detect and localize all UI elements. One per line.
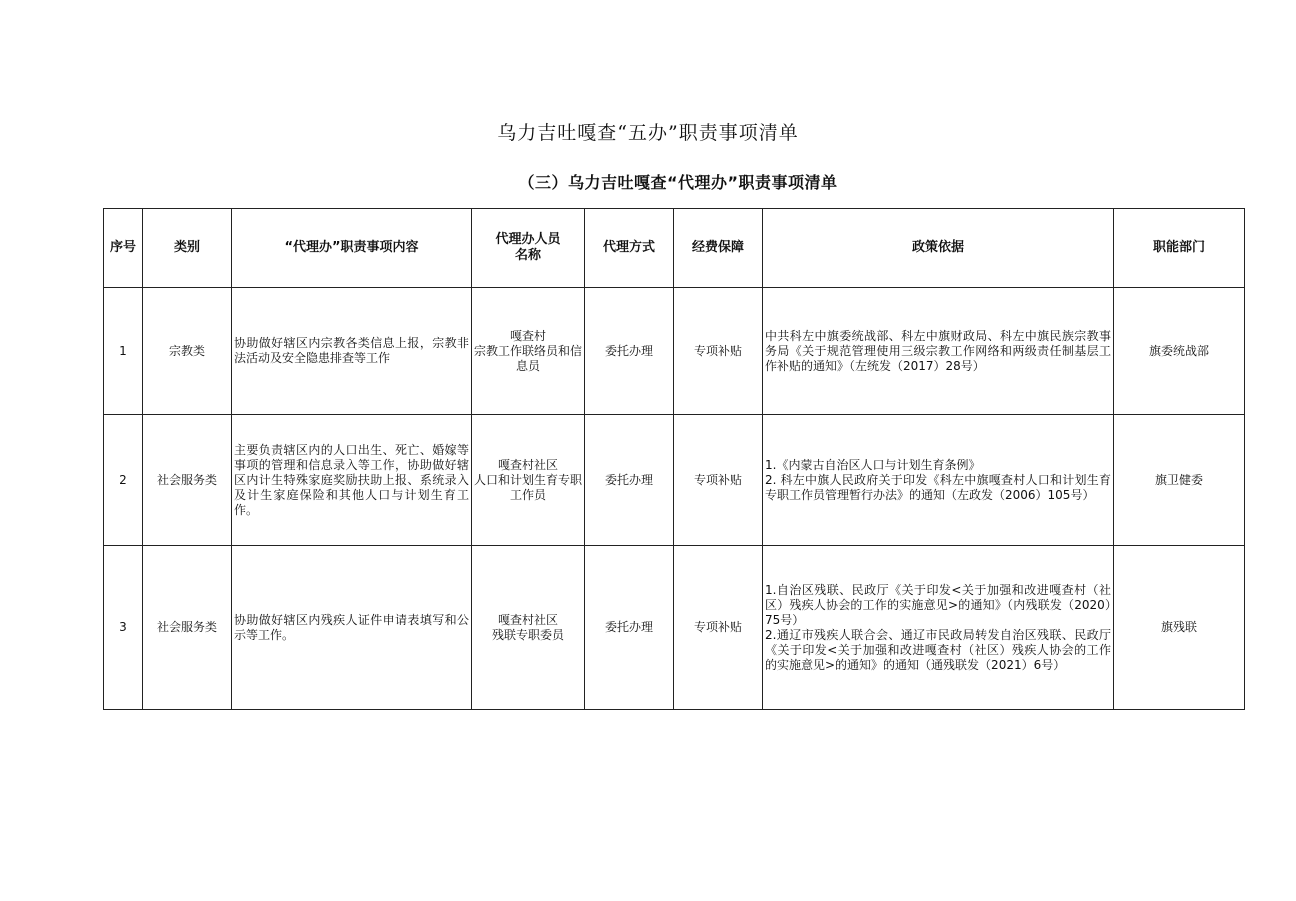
cell-policy: 中共科左中旗委统战部、科左中旗财政局、科左中旗民族宗教事务局《关于规范管理使用三级宗教工作网络和两级责任制基层工作补贴的通知》（左统发（2017）28号） <box>763 288 1114 415</box>
cell-content: 协助做好辖区内宗教各类信息上报，宗教非法活动及安全隐患排查等工作 <box>232 288 472 415</box>
cell-seq: 3 <box>104 546 143 710</box>
header-policy: 政策依据 <box>763 209 1114 288</box>
table-row <box>104 288 1245 415</box>
header-method: 代理方式 <box>585 209 674 288</box>
cell-funding: 专项补贴 <box>674 415 763 546</box>
cell-method: 委托办理 <box>585 415 674 546</box>
cell-funding: 专项补贴 <box>674 546 763 710</box>
cell-staff: 嘎查村社区 残联专职委员 <box>472 546 585 710</box>
cell-department: 旗卫健委 <box>1114 415 1245 546</box>
header-seq: 序号 <box>104 209 143 288</box>
header-content: “代理办”职责事项内容 <box>232 209 472 288</box>
cell-category: 宗教类 <box>143 288 232 415</box>
table-subtitle: （三）乌力吉吐嘎查“代理办”职责事项清单 <box>518 173 838 192</box>
cell-policy: 1.自治区残联、民政厅《关于印发<关于加强和改进嘎查村（社区）残疾人协会的工作的实施意见>的通知》（内残联发（2020）75号） 2.通辽市残疾人联合会、通辽市民政局转发自治区残联、民政厅《关于印发<关于加强和改进嘎查村（社区）残疾人协会的工作的实施意见>的通知》的通知（通残联发（2021）6号） <box>763 546 1114 710</box>
header-staff: 代理办人员 名称 <box>472 209 585 288</box>
cell-staff: 嘎查村社区 人口和计划生育专职工作员 <box>472 415 585 546</box>
cell-department: 旗残联 <box>1114 546 1245 710</box>
cell-method: 委托办理 <box>585 546 674 710</box>
table-row <box>104 415 1245 546</box>
cell-seq: 2 <box>104 415 143 546</box>
cell-content: 协助做好辖区内残疾人证件申请表填写和公示等工作。 <box>232 546 472 710</box>
page-title: 乌力吉吐嘎查“五办”职责事项清单 <box>497 122 799 144</box>
table-row <box>104 546 1245 710</box>
cell-staff: 嘎查村 宗教工作联络员和信息员 <box>472 288 585 415</box>
table-header-row <box>104 209 1245 288</box>
cell-seq: 1 <box>104 288 143 415</box>
header-category: 类别 <box>143 209 232 288</box>
cell-department: 旗委统战部 <box>1114 288 1245 415</box>
cell-funding: 专项补贴 <box>674 288 763 415</box>
cell-policy: 1.《内蒙古自治区人口与计划生育条例》 2. 科左中旗人民政府关于印发《科左中旗嘎查村人口和计划生育专职工作员管理暂行办法》的通知（左政发（2006）105号） <box>763 415 1114 546</box>
header-department: 职能部门 <box>1114 209 1245 288</box>
cell-category: 社会服务类 <box>143 546 232 710</box>
cell-method: 委托办理 <box>585 288 674 415</box>
cell-category: 社会服务类 <box>143 415 232 546</box>
cell-content: 主要负责辖区内的人口出生、死亡、婚嫁等事项的管理和信息录入等工作，协助做好辖区内计生特殊家庭奖励扶助上报、系统录入及计生家庭保险和其他人口与计划生育工作。 <box>232 415 472 546</box>
duty-table <box>103 208 1245 710</box>
header-funding: 经费保障 <box>674 209 763 288</box>
